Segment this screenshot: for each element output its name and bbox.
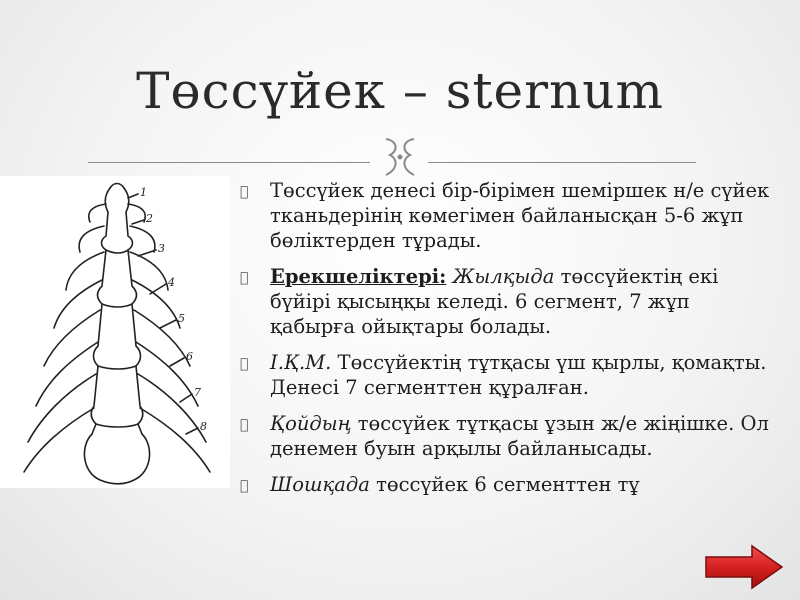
bullet-item — [236, 411, 772, 461]
square-bullet-icon — [240, 266, 248, 291]
title-divider-left — [88, 162, 370, 163]
bullet-item — [236, 350, 772, 400]
bullet-text: Төссүйектің тұтқасы үш қырлы, қомақты. Денесі 7 сегменттен құралған. — [270, 351, 767, 399]
bullet-text: төссүйектің екі бүйірі қысыңқы келеді. 6 сегмент, 7 жұп қабырға ойықтары болады. — [270, 265, 719, 338]
figure-label-5: 5 — [178, 312, 185, 325]
bullet-item — [236, 472, 772, 497]
figure-label-3: 3 — [158, 242, 165, 255]
square-bullet-icon — [240, 180, 248, 205]
sternum-drawing — [0, 176, 230, 488]
curled-bracket-ornament-icon — [378, 135, 422, 179]
bullet-text: төссүйек 6 сегменттен тұ — [369, 473, 640, 496]
bullet-item — [236, 178, 772, 253]
bullet-item — [236, 264, 772, 339]
slide-title: Төссүйек – sternum — [136, 62, 664, 120]
bullet-emphasis: Қойдың — [270, 412, 352, 435]
bullet-text: Төссүйек денесі бір-бірімен шеміршек н/е сүйек тканьдерінің көмегімен байланысқан 5-6 жұп бөліктерден тұрады. — [270, 179, 770, 252]
sternum-figure — [0, 176, 230, 488]
title-divider-right — [428, 162, 696, 163]
figure-label-4: 4 — [168, 276, 175, 289]
bullet-list — [236, 178, 772, 508]
bullet-emphasis: І.Қ.М. — [270, 351, 332, 374]
figure-label-8: 8 — [200, 420, 207, 433]
square-bullet-icon — [240, 474, 248, 499]
bullet-heading: Ерекшеліктері: — [270, 265, 447, 288]
figure-label-1: 1 — [140, 186, 147, 199]
figure-label-6: 6 — [186, 350, 193, 363]
square-bullet-icon — [240, 413, 248, 438]
figure-label-2: 2 — [146, 212, 153, 225]
bullet-emphasis: Шошқада — [270, 473, 370, 496]
figure-label-7: 7 — [194, 386, 201, 399]
bullet-text: төссүйек тұтқасы ұзын ж/е жіңішке. Ол денемен буын арқылы байланысады. — [270, 412, 769, 460]
red-arrow-right-icon[interactable] — [704, 544, 784, 590]
bullet-emphasis: Жылқыда — [446, 265, 555, 288]
square-bullet-icon — [240, 352, 248, 377]
